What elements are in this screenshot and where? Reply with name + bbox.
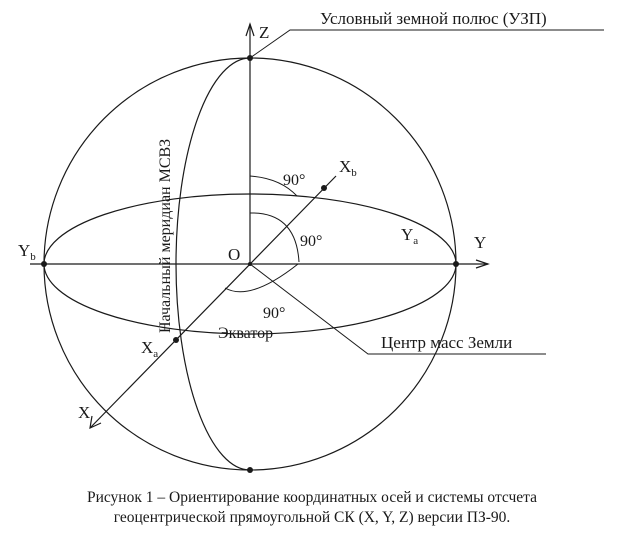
xa-label: $X_a$ (141, 338, 159, 360)
y-point (453, 261, 459, 267)
ya-label: $Y_a$ (401, 225, 419, 247)
pole-callout-label: Условный земной полюс (УЗП) (320, 9, 547, 28)
angle-label-right: 90° (300, 233, 323, 250)
x-axis-label: X (78, 403, 91, 422)
angle-arc-right (250, 213, 299, 262)
angle-label-upper: 90° (283, 172, 306, 189)
yb-point (41, 261, 47, 267)
origin-point (248, 262, 252, 266)
xa-point (173, 337, 179, 343)
origin-label: O (228, 245, 241, 264)
caption-line-1: Рисунок 1 – Ориентирование координатных осей и системы отсчета (86, 489, 538, 506)
pole-callout-leader (250, 30, 604, 58)
south-pole-point (247, 467, 253, 473)
meridian-label: Начальный меридиан МСВЗ (157, 138, 174, 333)
center-callout-label: Центр масс Земли (381, 333, 513, 352)
y-axis-label: Y (474, 233, 487, 252)
caption-line-2: геоцентрической прямоугольной СК (X, Y, Z) версии ПЗ-90. (113, 509, 511, 526)
xb-point (321, 185, 327, 191)
pole-point (247, 55, 253, 61)
figure-caption (0, 488, 624, 528)
z-axis-label: Z (259, 23, 270, 42)
equator-label: Экватор (218, 325, 274, 342)
angle-label-lower: 90° (263, 305, 286, 322)
xb-label: $X_b$ (339, 157, 357, 179)
yb-label: $Y_b$ (18, 241, 36, 263)
